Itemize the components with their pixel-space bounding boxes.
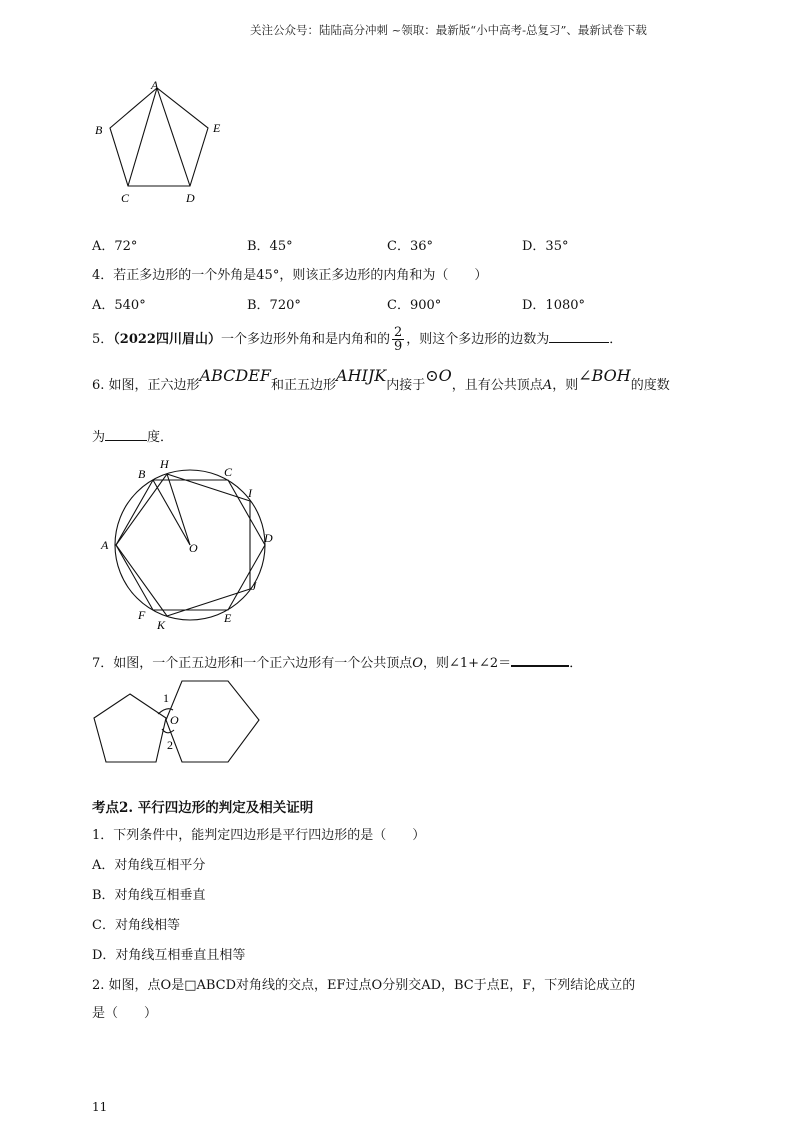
regular-pentagon [94, 694, 166, 762]
s2-q1-option-b: B．对角线互相垂直 [92, 888, 206, 903]
segment-oh [167, 474, 190, 545]
fig6-label-o: O [189, 541, 198, 555]
label-d: D [186, 191, 195, 205]
point-o-label: O [170, 713, 179, 727]
diagonal-ac [128, 88, 157, 186]
q4-option-c: C．900° [387, 298, 442, 313]
fig6-label-e: E [224, 611, 232, 625]
segment-ob [153, 480, 190, 545]
s2-q2-line1: 2. 如图，点O是□ABCD对角线的交点，EF过点O分别交AD，BC于点E，F，下列结论成立的 [92, 978, 636, 993]
q6-pentagon-name: AHIJK [336, 366, 387, 385]
q6-line1: 6. 如图，正六边形ABCDEF和正五边形AHIJK内接于⊙O，且有公共顶点A，则∠BOH的度数 [92, 366, 670, 393]
angle-2-label: 2 [167, 738, 173, 752]
q5-fraction: $\frac{2}{9}$ [393, 325, 403, 354]
q5-number: 5． [92, 332, 114, 347]
q4-option-b: B．720° [247, 298, 301, 313]
s2-q1-option-c: C．对角线相等 [92, 918, 180, 933]
fig6-label-k: K [157, 618, 166, 632]
label-a: A [151, 78, 159, 92]
q7: 7．如图，一个正五边形和一个正六边形有一个公共顶点O，则∠1+∠2＝ ． [92, 652, 582, 671]
label-b: B [95, 123, 103, 137]
q6-circle-name: ⊙O [425, 366, 452, 385]
pentagon-ahijk [116, 474, 250, 616]
q5-source: （2022四川眉山） [113, 332, 221, 347]
q5-text-b: ，则这个多边形的边数为 [406, 332, 550, 347]
page-header: 关注公众号：陆陆高分冲刺 ~领取：最新版“小中高考-总复习”、最新试卷下载 [250, 23, 647, 37]
q3-option-c: C．36° [387, 239, 433, 254]
q3-option-d: D．35° [522, 239, 569, 254]
q6-hexagon-name: ABCDEF [199, 366, 272, 385]
fig6-label-j: J [251, 579, 257, 593]
section-title: 考点2. 平行四边形的判定及相关证明 [92, 800, 314, 816]
q3-option-b: B．45° [247, 239, 293, 254]
regular-hexagon [166, 681, 259, 762]
s2-q2-line2: 是（ ） [92, 1006, 158, 1021]
s2-q1-text: 1．下列条件中，能判定四边形是平行四边形的是（ ） [92, 828, 426, 843]
q5-text-a: 一个多边形外角和是内角和的 [220, 332, 390, 347]
pentagon-hexagon-figure [88, 674, 268, 770]
q4-text: 4．若正多边形的一个外角是45°，则该正多边形的内角和为（ ） [92, 268, 488, 283]
page-number: 11 [92, 1100, 108, 1114]
fig6-label-h: H [160, 457, 169, 471]
fig6-label-a: A [101, 538, 109, 552]
q5: 5．（2022四川眉山）一个多边形外角和是内角和的 $\frac{2}{9}$ ，则这个多边形的边数为 ． [92, 325, 623, 354]
q6-angle-name: ∠BOH [578, 366, 631, 385]
fig6-label-c: C [224, 465, 233, 479]
q5-answer-blank [549, 330, 609, 343]
pentagon-figure [90, 78, 240, 210]
diagonal-ad [157, 88, 190, 186]
fig6-label-f: F [138, 608, 146, 622]
q3-option-a: A．72° [92, 239, 138, 254]
s2-q1-option-a: A．对角线互相平分 [92, 858, 206, 873]
s2-q1-option-d: D．对角线互相垂直且相等 [92, 948, 246, 963]
label-e: E [213, 121, 221, 135]
q6-answer-blank [105, 428, 147, 441]
fig6-label-i: I [248, 486, 252, 500]
q7-answer-blank [511, 653, 569, 667]
fig6-label-d: D [264, 531, 273, 545]
q6-line2: 为 度． [92, 430, 174, 445]
q4-option-d: D．1080° [522, 298, 586, 313]
q4-option-a: A．540° [92, 298, 146, 313]
pentagon-outline [110, 88, 208, 186]
label-c: C [121, 191, 130, 205]
fig6-label-b: B [138, 467, 146, 481]
circle-hexagon-pentagon-figure [96, 452, 286, 637]
angle-1-label: 1 [163, 691, 169, 705]
